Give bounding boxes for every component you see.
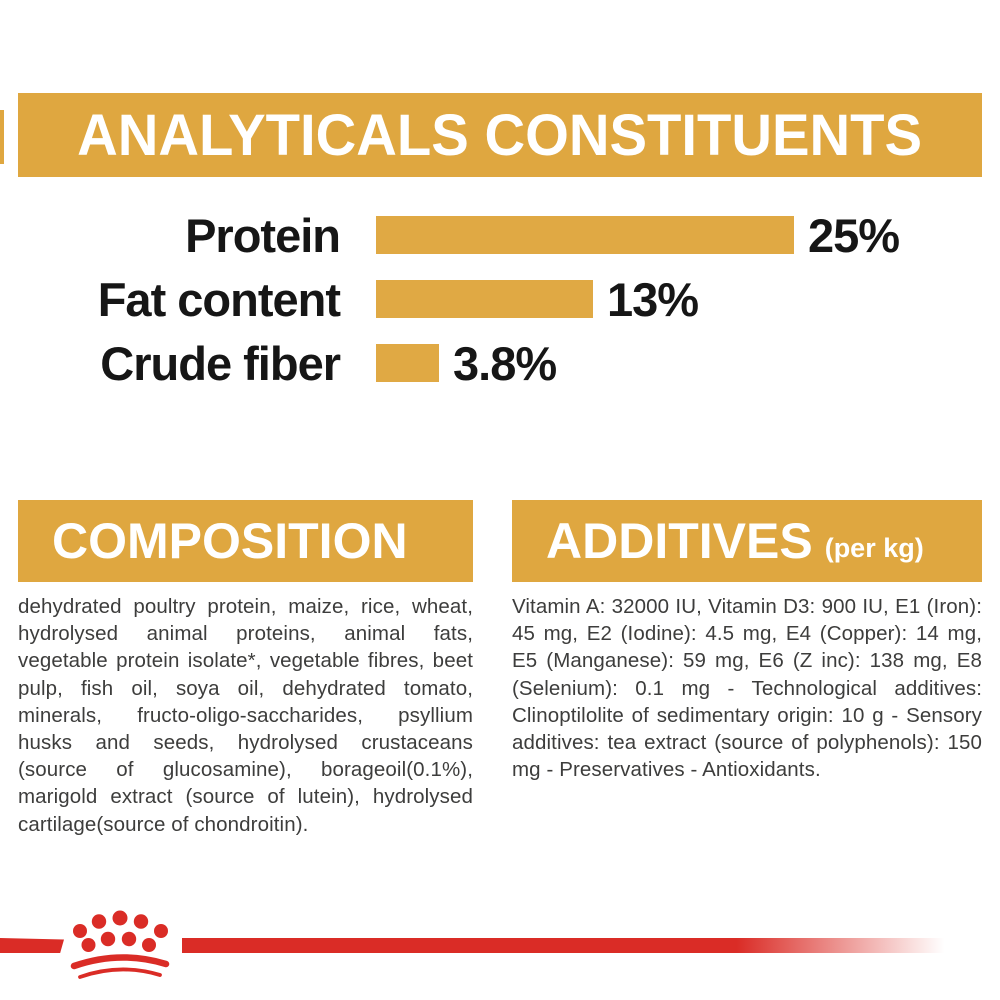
left-edge-accent [0,110,4,164]
composition-title: COMPOSITION [52,513,408,569]
additives-text: Vitamin A: 32000 IU, Vitamin D3: 900 IU, E1 (Iron): 45 mg, E2 (Iodine): 4.5 mg, E4 (Copper): 14 mg, E5 (Manganese): 59 mg, E6 (Z inc): 138 mg, E8 (Selenium): 0.1 mg - Technological additives: Clinoptilolite of sedimentary origin: 10 g - Sensory additives: tea extract (source of polyphenols): 150 mg - Preservatives - Antioxidants. [512,595,982,782]
chart-value-label: 25% [808,208,900,262]
composition-banner [18,500,473,582]
chart-bar [376,280,593,318]
analyticals-chart [0,208,1000,408]
chart-row [0,272,1000,326]
analyticals-title: ANALYTICALS CONSTITUENTS [77,102,923,168]
chart-bar [376,344,439,382]
additives-per-kg-label: (per kg) [824,532,924,563]
chart-row-label: Crude fiber [100,336,340,390]
chart-value-label: 3.8% [453,336,557,390]
additives-banner [512,500,982,582]
additives-section [512,500,982,783]
chart-row [0,336,1000,390]
analyticals-banner [18,93,982,177]
royal-canin-crown-logo [62,908,180,988]
chart-row [0,208,1000,262]
brand-stripe-right [182,938,952,953]
brand-stripe-left [0,938,64,953]
composition-section [18,500,473,838]
chart-row-label: Fat content [97,272,340,326]
chart-value-label: 13% [607,272,699,326]
chart-bar [376,216,794,254]
additives-title: ADDITIVES [546,513,813,569]
chart-row-label: Protein [185,208,340,262]
composition-text: dehydrated poultry protein, maize, rice, wheat, hydrolysed animal proteins, animal fats, vegetable protein isolate*, vegetable fibres, beet pulp, fish oil, soya oil, dehydrated tomato, minerals, fructo-oligo-saccharides, psyllium husks and seeds, hydrolysed crustaceans (source of glucosamine), borageoil(0.1%), marigold extract (source of lutein), hydrolysed cartilage(source of chondroitin). [18,595,473,836]
